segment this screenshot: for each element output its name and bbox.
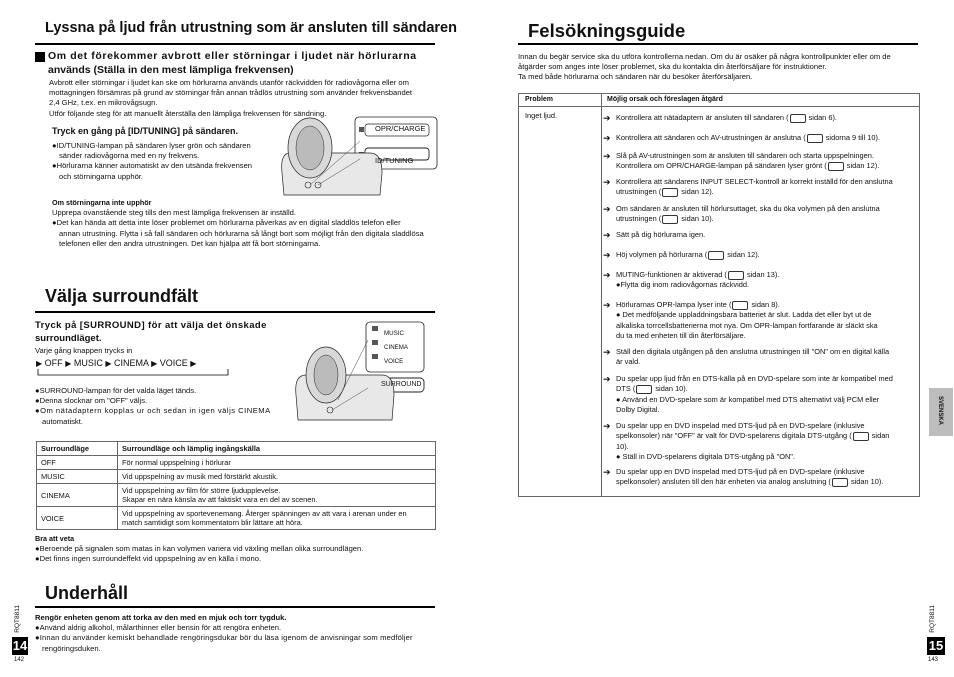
arrow-icon: ➔ (603, 133, 611, 143)
arrow-icon: ➔ (603, 374, 611, 384)
bullet-line: ● Hörlurarna känner automatiskt av den utsända frekvensen (52, 161, 270, 171)
item-line-text: Kontrollera om OPR/CHARGE-lampan på sändaren lyser grönt ( (616, 161, 827, 171)
section-title-listen: Lyssna på ljud från utrustning som är ansluten till sändaren (45, 20, 457, 36)
item-line-text: ● Ställ in DVD-spelarens digitala DTS-utgång på "ON". (616, 452, 795, 462)
bullet-line: ● Om nätadaptern kopplas ur och sedan in igen väljs CINEMA (35, 406, 285, 416)
item-line (616, 270, 938, 280)
surround-illustration (288, 320, 438, 430)
arrow-icon: ▶ (190, 359, 197, 368)
table-cell: VOICE (37, 507, 118, 530)
bullet-line: ● ID/TUNING-lampan på sändaren lyser grön och sändaren (52, 141, 270, 151)
step-line: surroundläget. (35, 333, 102, 344)
item-line-text: utrustningen ( (616, 187, 662, 197)
troubleshooting-title: Felsökningsguide (528, 20, 686, 41)
item-line-text: sidan 12). (725, 250, 760, 259)
item-line (616, 405, 938, 415)
good-to-know-title: Bra att veta (35, 534, 75, 543)
table-cell (118, 484, 436, 507)
arrow-icon: ➔ (603, 300, 611, 310)
note-line: Upprepa ovanstående steg tills den mest lämpliga frekvensen är inställd. (52, 208, 296, 218)
item-line-text: sidan 13). (744, 270, 780, 279)
page-reference-icon (732, 301, 748, 310)
doc-code-left: RQT8811 (14, 605, 21, 633)
arrow-icon: ➔ (603, 270, 611, 280)
arrow-icon: ➔ (603, 347, 611, 357)
arrow-icon: ▶ (65, 359, 72, 368)
intro-line: Innan du begär service ska du utföra kontrollerna nedan. Om du är osäker på några kontrollpunkter eller om de (518, 52, 891, 61)
maintenance-text (35, 613, 435, 654)
bullet-line: ● Beroende på signalen som matas in kan volymen variera vid växling mellan olika surroundlägen. (35, 544, 435, 554)
table-cell: CINEMA (37, 484, 118, 507)
item-line-text: spelkonsoler) när "OFF" är valt för DVD-spelarens digitala DTS-utgång ( (616, 431, 852, 441)
para-line: mottagningen försämras på grund av störningar från annan trådlös utrustning som använder frekvensbandet (49, 88, 413, 98)
note-title: Om störningarna inte upphör (52, 198, 152, 207)
note-line: ● Det kan hända att detta inte löser problemet om hörlurarna påverkas av en digital sladdlös telefon eller (52, 218, 437, 228)
item-line (616, 421, 938, 431)
square-bullet-icon (35, 52, 45, 62)
para-line: Utför följande steg för att manuellt återställa den lämpliga frekvensen för sändning. (49, 108, 327, 118)
surround-bullets (35, 386, 285, 427)
para-line: Avbrott eller störningar i ljudet kan ske om hörlurarna används utanför räckvidden för radiovågorna eller om (49, 78, 409, 87)
surround-step (35, 319, 285, 345)
item-line-text: sidan 10). (653, 384, 688, 394)
bullet-line: sänder radiovågorna med en ny frekvens. (59, 151, 200, 161)
chain-loop-line (36, 369, 231, 377)
item-line-text: Kontrollera att sändarens INPUT SELECT-kontroll är korrekt inställd för den anslutna (616, 177, 893, 186)
small-page-right: 143 (928, 657, 939, 663)
lamp-voice: VOICE (384, 358, 404, 365)
section-title-surround: Välja surroundfält (45, 286, 199, 306)
item-line (616, 151, 938, 161)
item-line-text: alkaliska torrcellsbatterierna mot nya. Om OPR-lampan fortfarande är släckt ska (616, 320, 878, 330)
page-reference-icon (807, 134, 823, 143)
item-line-text: sidorna 9 till 10). (823, 133, 880, 142)
arrow-icon: ➔ (603, 113, 611, 123)
item-line (616, 467, 938, 477)
item-text (616, 270, 938, 291)
table-header-cell: Surroundläge och lämplig ingångskälla (118, 442, 436, 456)
page-reference-icon (790, 114, 806, 123)
item-text (616, 230, 938, 240)
subhead-line2: används (Ställa in den mest lämpliga frekvensen) (48, 64, 294, 76)
item-line (616, 374, 938, 384)
table-header-cell: Surroundläge (37, 442, 118, 456)
item-line (616, 113, 938, 123)
language-tab (929, 388, 953, 436)
item-line-text: du ta med enheten till din återförsäljare. (616, 331, 746, 341)
section-rule (518, 43, 918, 45)
item-text (616, 421, 938, 463)
item-line-text: sidan 12). (844, 161, 880, 171)
arrow-icon: ▶ (36, 359, 43, 368)
chain-cinema: CINEMA (114, 358, 149, 368)
item-line (616, 204, 938, 214)
table-cell: För normal uppspelning i hörlurar (118, 456, 436, 470)
note-no-stop (52, 198, 437, 249)
item-line (616, 431, 938, 441)
item-line-text: ● Använd en DVD-spelare som är kompatibel med DTS alternativt välj PCM eller (616, 394, 880, 404)
cell-line: Skapar en nära känsla av att faktiskt vara en del av scenen. (122, 495, 318, 504)
page-reference-icon (662, 215, 678, 224)
table-cell: OFF (37, 456, 118, 470)
table-cell: MUSIC (37, 470, 118, 484)
language-label: SVENSKA (937, 396, 943, 426)
item-text (616, 133, 938, 143)
item-line-text: utrustningen ( (616, 214, 662, 224)
item-line-text: ● Det medföljande uppladdningsbara batteriet är slut. Ladda det eller byt ut de (616, 310, 872, 320)
section-rule (35, 606, 435, 608)
item-line-text: ●Flytta dig inom radiovågornas räckvidd. (616, 280, 750, 290)
table-row (37, 484, 436, 507)
table-cell (118, 507, 436, 530)
item-line-text: Dolby Digital. (616, 405, 660, 415)
cell-line: Vid uppspelning av film för större ljudupplevelse. (122, 486, 281, 495)
item-line-text: sidan (869, 431, 890, 441)
item-line (616, 300, 938, 310)
arrow-icon: ➔ (603, 421, 611, 431)
bullet-line: ● Denna slocknar om "OFF" väljs. (35, 396, 285, 406)
page-reference-icon (832, 478, 848, 487)
arrow-icon: ➔ (603, 177, 611, 187)
bullet-line: ● Innan du använder kemiskt behandlade rengöringsdukar bör du läsa igenom de anvisningar som medföljer (35, 633, 435, 643)
item-line (616, 331, 938, 341)
trouble-items (518, 93, 948, 495)
item-line-text: sidan 6). (806, 113, 837, 122)
lamp-labels (384, 327, 408, 369)
item-line (616, 442, 938, 452)
item-line-text: Du spelar upp ljud från en DTS-källa på en DVD-spelare som inte är kompatibel med (616, 374, 893, 383)
item-line (616, 384, 938, 394)
arrow-icon: ➔ (603, 467, 611, 477)
arrow-icon: ➔ (603, 230, 611, 240)
arrow-icon: ▶ (105, 359, 112, 368)
item-line (616, 347, 938, 357)
item-line (616, 477, 938, 487)
item-line-text: Hörlurarnas OPR-lampa lyser inte ( (616, 300, 732, 309)
cell-line: Vid uppspelning av sportevenemang. Återger spänningen av att vara i arenan under en (122, 509, 407, 518)
lamp-cinema: CINEMA (384, 344, 409, 351)
item-line-text: sidan 10). (848, 477, 884, 487)
page-reference-icon (636, 385, 652, 394)
maintenance-bold: Rengör enheten genom att torka av den med en mjuk och torr tygduk. (35, 613, 287, 622)
item-line-text: Du spelar upp en DVD inspelad med DTS-ljud på en DVD-spelare (inklusive (616, 467, 865, 476)
section-title-maintenance: Underhåll (45, 583, 129, 603)
id-tuning-label: ID/TUNING (375, 156, 414, 165)
chain-music: MUSIC (73, 358, 103, 368)
item-line (616, 230, 938, 240)
page-reference-icon (828, 162, 844, 171)
item-text (616, 151, 938, 172)
bullet-line: ● Det finns ingen surroundeffekt vid uppspelning av en källa i mono. (35, 554, 435, 564)
small-page-left: 142 (14, 657, 25, 663)
item-line (616, 452, 938, 462)
arrow-icon: ➔ (603, 151, 611, 161)
doc-code-right: RQT8811 (929, 605, 936, 633)
each-press: Varje gång knappen trycks in (35, 346, 133, 355)
mode-chain (36, 358, 196, 368)
item-text (616, 177, 938, 198)
item-line-text: sidan 8). (749, 300, 780, 309)
lamp-music: MUSIC (384, 330, 404, 337)
surround-button-label: SURROUND (381, 381, 422, 388)
item-line (616, 161, 938, 171)
table-row (37, 470, 436, 484)
section-rule (35, 311, 435, 313)
item-line-text: är vald. (616, 357, 641, 367)
bullet-line: ● SURROUND-lampan för det valda läget tänds. (35, 386, 285, 396)
cell-line: match samtidigt som kommentatorn blir lättare att höra. (122, 518, 303, 527)
table-row (37, 507, 436, 530)
section-rule (35, 43, 435, 45)
surround-table (36, 441, 436, 530)
item-text (616, 204, 938, 225)
item-text (616, 467, 938, 488)
item-line-text: Du spelar upp en DVD inspelad med DTS-ljud på en DVD-spelare (inklusive (616, 421, 865, 430)
item-line-text: spelkonsoler) ansluten till den här enheten via analog anslutning ( (616, 477, 831, 487)
page-number-right: 15 (928, 638, 944, 653)
intro-line: Ta med både hörlurarna och sändaren när du besöker återförsäljaren. (518, 72, 753, 82)
page-reference-icon (728, 271, 744, 280)
item-line-text: sidan 12). (679, 187, 714, 197)
item-line-text: DTS ( (616, 384, 636, 394)
chain-off: OFF (44, 358, 63, 368)
item-line-text: 10). (616, 441, 629, 451)
table-cell: Vid uppspelning av musik med förstärkt akustik. (118, 470, 436, 484)
note-line: telefonen eller den andra utrustningen. Det kan hjälpa att få bort störningarna. (59, 238, 321, 248)
step-bullets (52, 141, 270, 182)
para-line: 2,4 GHz, t.ex. en mikrovågsugn. (49, 98, 158, 108)
step-tryck: Tryck en gång på [ID/TUNING] på sändaren. (52, 126, 239, 136)
bullet-line: rengöringsduken. (42, 643, 101, 653)
good-to-know (35, 534, 435, 565)
troubleshooting-intro (518, 52, 920, 83)
item-line (616, 321, 938, 331)
item-line-text: Höj volymen på hörlurarna ( (616, 250, 708, 259)
item-text (616, 250, 938, 260)
header-cause: Möjlig orsak och föreslagen åtgärd (607, 96, 723, 103)
page-reference-icon (853, 432, 869, 441)
chain-voice: VOICE (159, 358, 188, 368)
item-text (616, 300, 938, 342)
item-line (616, 133, 938, 143)
item-line (616, 250, 938, 260)
page-reference-icon (662, 188, 678, 197)
table-header (37, 442, 436, 456)
bullet-line: automatiskt. (42, 416, 83, 426)
problem-no-sound: Inget ljud. (525, 111, 558, 120)
item-line-text: Kontrollera att sändaren och AV-utrustningen är anslutna ( (616, 133, 806, 142)
step-line: Tryck på [SURROUND] för att välja det önskade (35, 320, 267, 331)
item-text (616, 113, 938, 123)
arrow-icon: ▶ (151, 359, 158, 368)
item-line (616, 214, 938, 224)
item-line-text: Om sändaren är ansluten till hörlursuttaget, ska du öka volymen på den anslutna (616, 204, 880, 213)
opr-charge-label: OPR/CHARGE (375, 124, 426, 133)
item-text (616, 374, 938, 416)
item-line (616, 310, 938, 320)
item-line (616, 395, 938, 405)
item-line (616, 280, 938, 290)
subhead-line1: Om det förekommer avbrott eller störningar i ljudet när hörlurarna (48, 50, 417, 62)
item-line-text: MUTING-funktionen är aktiverad ( (616, 270, 727, 279)
bullet-line: och störningarna upphör. (59, 171, 144, 181)
item-line (616, 177, 938, 187)
item-line-text: Kontrollera att nätadaptern är ansluten till sändaren ( (616, 113, 789, 122)
page-number-left: 14 (12, 638, 28, 653)
item-line-text: sidan 10). (679, 214, 714, 224)
item-line-text: Sätt på dig hörlurarna igen. (616, 230, 706, 239)
table-row (37, 456, 436, 470)
item-line (616, 187, 938, 197)
header-problem: Problem (525, 96, 554, 103)
page-reference-icon (708, 251, 724, 260)
item-line-text: Slå på AV-utrustningen som är ansluten till sändaren och starta uppspelningen. (616, 151, 874, 160)
item-line (616, 357, 938, 367)
item-text (616, 347, 938, 368)
arrow-icon: ➔ (603, 250, 611, 260)
bullet-line: ● Använd aldrig alkohol, målarthinner eller bensin för att rengöra enheten. (35, 623, 435, 633)
item-line-text: Ställ den digitala utgången på den anslutna utrustningen till "ON" om en digital källa (616, 347, 890, 356)
note-line: annan utrustning. Flytta i så fall sändaren och hörlurarna så långt bort som möjligt från den digitala sladdlösa (59, 228, 424, 238)
arrow-icon: ➔ (603, 204, 611, 214)
intro-line: åtgärder som anges inte löser problemet, ska du kontakta din återförsäljare för instruktioner. (518, 62, 827, 72)
